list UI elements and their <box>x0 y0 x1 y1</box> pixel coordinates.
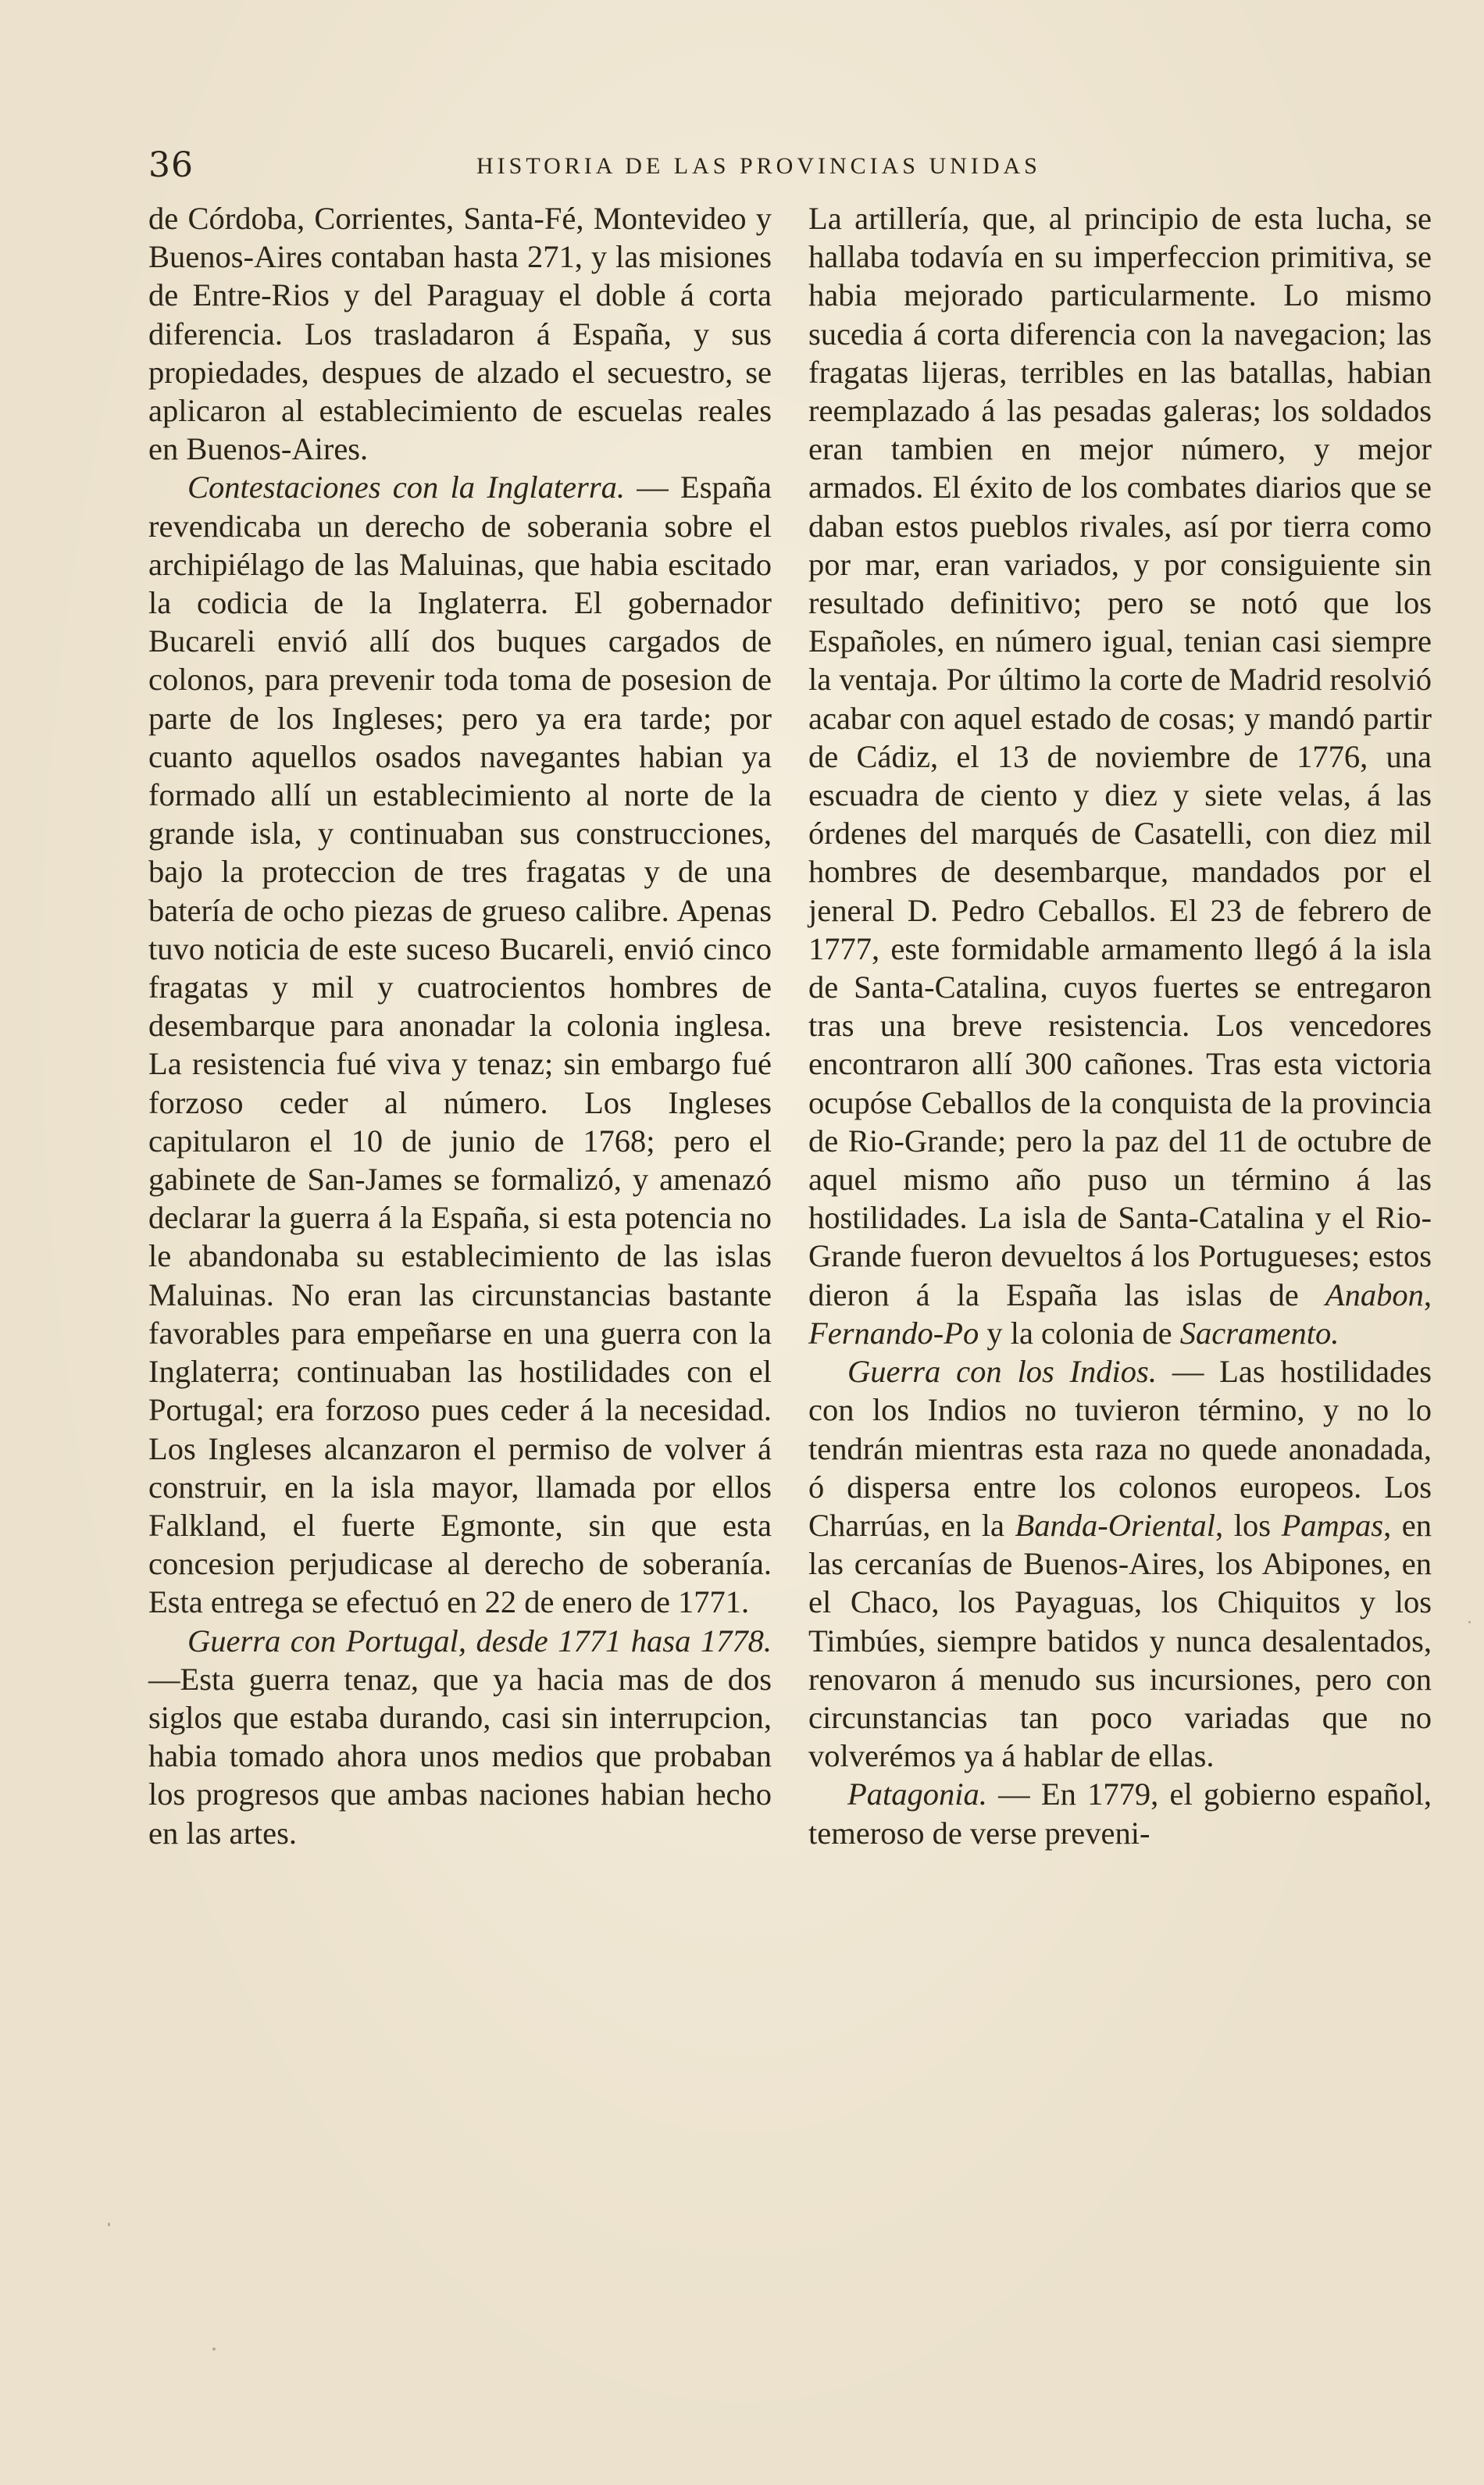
page-number: 36 <box>148 145 194 185</box>
italic-place-name: Anabon <box>1325 1276 1424 1312</box>
paper-speck <box>108 2223 110 2226</box>
paragraph <box>148 199 772 468</box>
paragraph-text: de Córdoba, Corrientes, Santa-Fé, Montevideo y Buenos-Aires contaban hasta 271, y las misiones de Entre-Rios y del Paraguay el doble á corta diferencia. Los trasladaron á España, y sus propiedades, despues de alzado el secuestro, se aplicaron al establecimiento de escuelas reales en Buenos-Aires. <box>148 201 772 467</box>
paragraph <box>808 199 1432 1352</box>
paragraph <box>808 1775 1432 1851</box>
paragraph-text: y la colonia de <box>979 1315 1180 1351</box>
italic-place-name: Fernando-Po <box>808 1315 979 1351</box>
italic-place-name: Banda-Oriental <box>1015 1507 1215 1543</box>
section-heading: Contestaciones con la Inglaterra. <box>187 470 625 505</box>
paragraph-text: La artillería, que, al principio de esta lucha, se hallaba todavía en su imperfeccion primitiva, se habia mejorado particularmente. Lo mismo sucedia á corta diferencia con la navegacion; las fragatas lijeras, terribles en las batallas, habian reemplazado á las pesadas galeras; los soldados eran tambien en mejor número, y mejor armados. El éxito de los combates diarios que se daban estos pueblos rivales, así por tierra como por mar, eran variados, y por consiguiente sin resultado definitivo; pero se notó que los Españoles, en número igual, tenian casi siempre la ventaja. Por último la corte de Madrid resolvió acabar con aquel estado de cosas; y mandó partir de Cádiz, el 13 de noviembre de 1776, una escuadra de ciento y diez y siete velas, á las órdenes del marqués de Casatelli, con diez mil hombres de desembarque, mandados por el jeneral D. Pedro Ceballos. El 23 de febrero de 1777, este formidable armamento llegó á la isla de Santa-Catalina, cuyos fuertes se entregaron tras una breve resistencia. Los vencedores encontraron allí 300 cañones. Tras esta victoria ocupóse Ceballos de la conquista de la provincia de Rio-Grande; pero la paz del 11 de octubre de aquel mismo año puso un término á las hostilidades. La isla de Santa-Catalina y el Rio-Grande fueron devueltos á los Portugueses; estos dieron á la España las islas de <box>808 201 1432 1312</box>
running-title: HISTORIA DE LAS PROVINCIAS UNIDAS <box>476 153 1041 179</box>
right-column <box>808 199 1432 1852</box>
paper-speck <box>212 2348 216 2351</box>
paragraph-text: , los <box>1215 1507 1282 1543</box>
left-column <box>148 199 772 1852</box>
paragraph-text: — En 1779, el gobierno español, temeroso de verse preveni- <box>808 1776 1432 1851</box>
running-head <box>148 145 1437 192</box>
section-heading: Patagonia. <box>847 1776 987 1812</box>
paragraph-text: , en las cercanías de Buenos-Aires, los Abipones, en el Chaco, los Payaguas, los Chiquitos y los Timbúes, siempre batidos y nunca desalentados, renovaron á menudo sus incursiones, pero con circunstancias tan poco variadas que no volverémos ya á hablar de ellas. <box>808 1507 1432 1774</box>
paragraph-text: — España revendicaba un derecho de soberania sobre el archipiélago de las Maluinas, que habia escitado la codicia de la Inglaterra. El gobernador Bucareli envió allí dos buques cargados de colonos, para prevenir toda toma de posesion de parte de los Ingleses; pero ya era tarde; por cuanto aquellos osados navegantes habian ya formado allí un establecimiento al norte de la grande isla, y continuaban sus construcciones, bajo la proteccion de tres fragatas y de una batería de ocho piezas de grueso calibre. Apenas tuvo noticia de este suceso Bucareli, envió cinco fragatas y mil y cuatrocientos hombres de desembarque para anonadar la colonia inglesa. La resistencia fué viva y tenaz; sin embargo fué forzoso ceder al número. Los Ingleses capitularon el 10 de junio de 1768; pero el gabinete de San-James se formalizó, y amenazó declarar la guerra á la España, si esta potencia no le abandonaba su establecimiento de las islas Maluinas. No eran las circunstancias bastante favorables para empeñarse en una guerra con la Inglaterra; continuaban las hostilidades con el Portugal; era forzoso pues ceder á la necesidad. Los Ingleses alcanzaron el permiso de volver á construir, en la isla mayor, llamada por ellos Falkland, el fuerte Egmonte, sin que esta concesion perjudicase al derecho de soberanía. Esta entrega se efectuó en 22 de enero de 1771. <box>148 470 772 1620</box>
italic-tribe-name: Pampas <box>1281 1507 1384 1543</box>
paragraph <box>148 1622 772 1852</box>
paragraph-text: , <box>1423 1276 1432 1312</box>
paragraph <box>148 468 772 1621</box>
paper-speck <box>1468 1621 1471 1623</box>
paragraph <box>808 1352 1432 1775</box>
paragraph-text: —Esta guerra tenaz, que ya hacia mas de dos siglos que estaba durando, casi sin interrupcion, habia tomado ahora unos medios que probaban los progresos que ambas naciones habian hecho en las artes. <box>148 1661 772 1851</box>
section-heading: Guerra con los Indios. <box>847 1354 1157 1390</box>
italic-place-name: Sacramento. <box>1179 1315 1340 1351</box>
section-heading: Guerra con Portugal, desde 1771 hasa 1778. <box>187 1623 772 1658</box>
paragraph-text: — Las hostilidades con los Indios no tuvieron término, y no lo tendrán mientras esta raza no quede anonadada, ó dispersa entre los colonos europeos. Los Charrúas, en la <box>808 1354 1432 1543</box>
